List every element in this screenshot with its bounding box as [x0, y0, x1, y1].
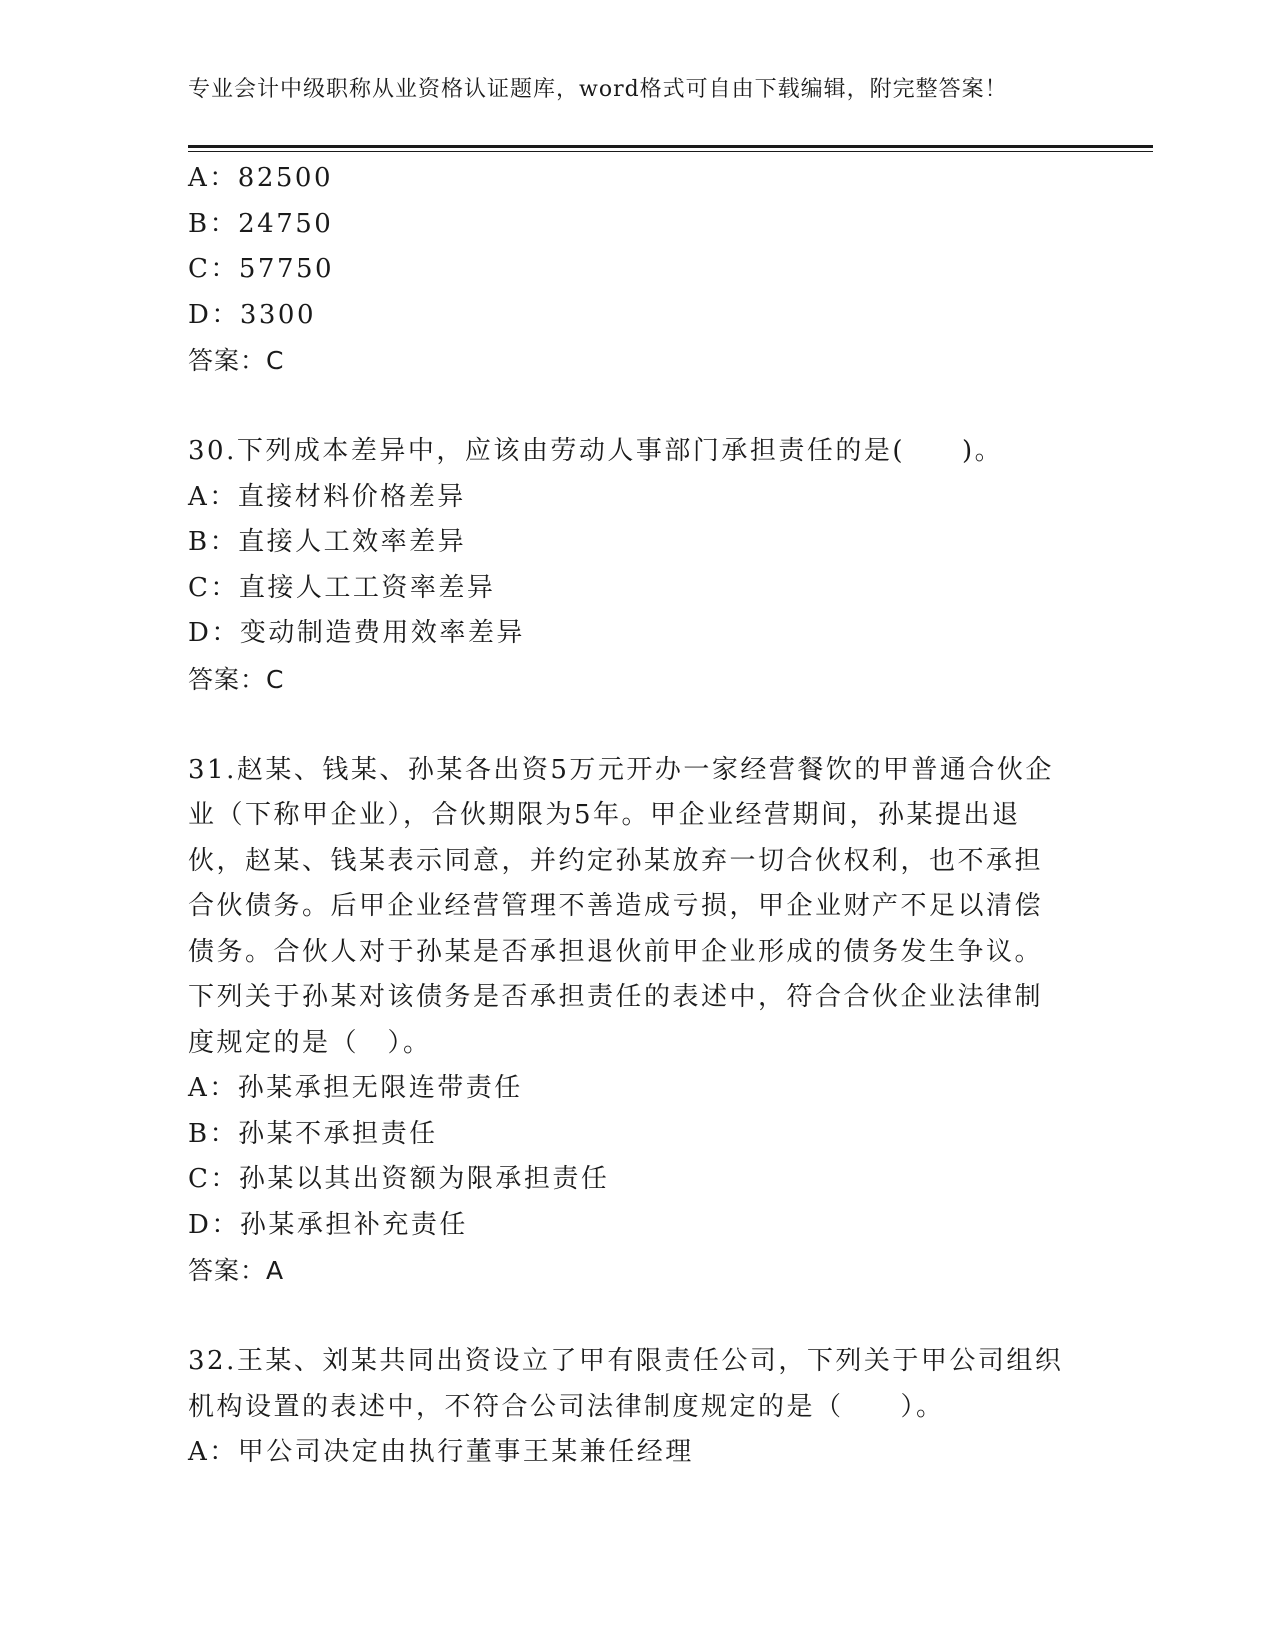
spacer — [188, 702, 1088, 748]
spacer — [188, 384, 1088, 430]
answer: 答案：C — [188, 664, 285, 694]
option-d: D：变动制造费用效率差异 — [188, 618, 525, 648]
question-stem-line: 32.王某、刘某共同出资设立了甲有限责任公司，下列关于甲公司组织 — [188, 1346, 1064, 1376]
question-content — [188, 156, 1088, 1476]
question-32 — [188, 1339, 1088, 1476]
answer: 答案：A — [188, 1256, 285, 1285]
question-stem-line: 31.赵某、钱某、孙某各出资5万元开办一家经营餐饮的甲普通合伙企 — [188, 754, 1054, 785]
question-stem-line: 业（下称甲企业），合伙期限为5年。甲企业经营期间，孙某提出退 — [188, 800, 1021, 830]
option-d: D：孙某承担补充责任 — [188, 1209, 468, 1240]
question-31 — [188, 748, 1088, 1294]
option-d: D：3300 — [188, 299, 317, 330]
question-stem-line: 机构设置的表述中，不符合公司法律制度规定的是（ ）。 — [188, 1391, 945, 1422]
option-b: B：孙某不承担责任 — [188, 1118, 438, 1149]
question-stem: 30.下列成本差异中，应该由劳动人事部门承担责任的是( )。 — [188, 436, 1004, 466]
question-stem-line: 下列关于孙某对该债务是否承担责任的表述中，符合合伙企业法律制 — [188, 982, 1044, 1012]
question-stem-line: 伙，赵某、钱某表示同意，并约定孙某放弃一切合伙权利，也不承担 — [188, 845, 1044, 876]
answer: 答案：C — [188, 346, 285, 375]
header-rule-thick — [188, 145, 1153, 148]
option-c: C：直接人工工资率差异 — [188, 572, 496, 603]
page-header: 专业会计中级职称从业资格认证题库，word格式可自由下载编辑，附完整答案！ — [188, 77, 1008, 102]
question-stem-line: 合伙债务。后甲企业经营管理不善造成亏损，甲企业财产不足以清偿 — [188, 891, 1044, 921]
question-29 — [188, 156, 1088, 384]
option-b: B：24750 — [188, 208, 334, 239]
question-stem-line: 债务。合伙人对于孙某是否承担退伙前甲企业形成的债务发生争议。 — [188, 936, 1044, 967]
option-a: A：直接材料价格差异 — [188, 481, 466, 512]
question-30 — [188, 429, 1088, 702]
option-a: A：孙某承担无限连带责任 — [188, 1073, 523, 1103]
option-a: A：82500 — [188, 163, 333, 193]
option-a: A：甲公司决定由执行董事王某兼任经理 — [188, 1437, 694, 1467]
option-b: B：直接人工效率差异 — [188, 527, 467, 557]
option-c: C：孙某以其出资额为限承担责任 — [188, 1164, 610, 1194]
header-rule-thin — [188, 151, 1153, 152]
question-stem-line: 度规定的是（ ）。 — [188, 1027, 432, 1058]
option-c: C：57750 — [188, 254, 335, 284]
spacer — [188, 1294, 1088, 1340]
